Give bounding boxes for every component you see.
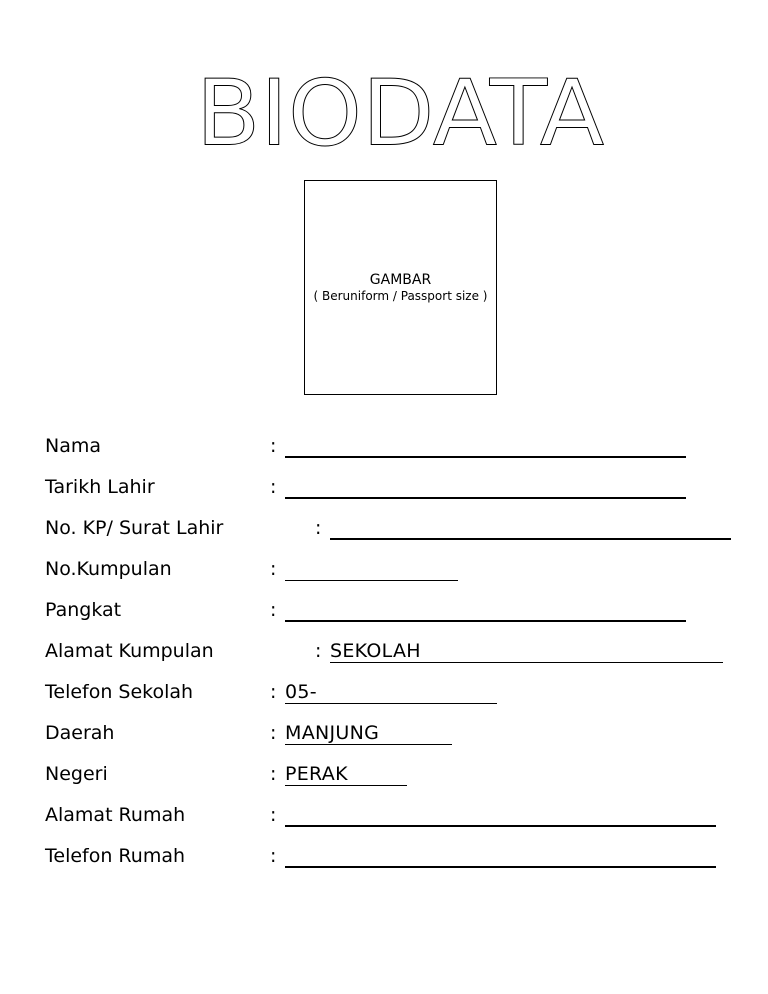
field-value: SEKOLAH [330,640,421,662]
field-no-kumpulan [0,558,768,588]
field-colon: : [270,558,277,580]
field-label: Telefon Rumah [45,845,186,867]
field-colon: : [315,517,322,539]
field-label: Alamat Rumah [45,804,186,826]
photo-placeholder [304,180,497,395]
field-label: Telefon Sekolah [45,681,194,703]
field-alamat-kumpulan [0,640,768,670]
field-label: Negeri [45,763,108,785]
field-label: No.Kumpulan [45,558,172,580]
field-daerah [0,722,768,752]
field-input-line[interactable] [285,620,686,622]
field-value: MANJUNG [285,722,380,744]
field-label: Tarikh Lahir [45,476,155,498]
field-alamat-rumah [0,804,768,834]
field-value: 05- [285,681,317,703]
field-input-line[interactable] [285,785,407,786]
field-colon: : [270,845,277,867]
field-label: Daerah [45,722,115,744]
field-label: Nama [45,435,102,457]
page-title-text: BIODATA [195,59,605,156]
field-input-line[interactable] [330,538,731,540]
field-colon: : [270,722,277,744]
field-nama [0,435,768,465]
field-input-line[interactable] [285,744,452,745]
field-telefon-sekolah [0,681,768,711]
field-input-line[interactable] [285,580,458,581]
field-label: Alamat Kumpulan [45,640,214,662]
field-colon: : [270,681,277,703]
field-tarikh-lahir [0,476,768,506]
photo-note: ( Beruniform / Passport size ) [313,289,488,303]
field-label: Pangkat [45,599,122,621]
field-input-line[interactable] [330,662,723,663]
field-colon: : [315,640,322,662]
photo-label: GAMBAR [369,272,432,288]
field-telefon-rumah [0,845,768,875]
field-input-line[interactable] [285,703,497,704]
field-input-line[interactable] [285,497,686,499]
field-colon: : [270,435,277,457]
field-colon: : [270,599,277,621]
field-value: PERAK [285,763,348,785]
field-no-kp [0,517,768,547]
page-title [0,56,768,156]
field-colon: : [270,804,277,826]
field-colon: : [270,476,277,498]
field-pangkat [0,599,768,629]
field-input-line[interactable] [285,825,716,827]
field-input-line[interactable] [285,456,686,458]
field-negeri [0,763,768,793]
field-label: No. KP/ Surat Lahir [45,517,224,539]
field-input-line[interactable] [285,866,716,868]
field-colon: : [270,763,277,785]
photo-caption [305,273,496,304]
